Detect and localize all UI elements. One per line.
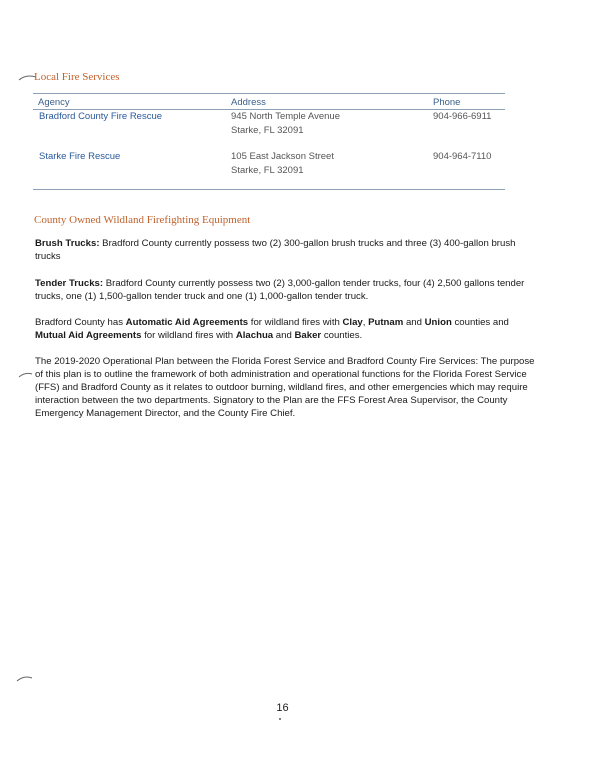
aid-text-2: for wildland fires with <box>248 317 343 328</box>
page-number-dot <box>279 718 281 720</box>
aid-text-6: for wildland fires with <box>141 330 236 341</box>
page-number: 16 <box>276 702 289 714</box>
row2-agency: Starke Fire Rescue <box>39 151 121 162</box>
table-bottom-rule <box>33 189 505 190</box>
brush-trucks-text: Bradford County currently possess two (2) 300-gallon brush trucks and three (3) 400-gallon brush trucks <box>35 238 516 262</box>
fire-services-table <box>33 93 505 191</box>
row1-address-line2: Starke, FL 32091 <box>231 125 304 136</box>
aid-bold-mutual: Mutual Aid Agreements <box>35 330 142 341</box>
tender-trucks-text: Bradford County currently possess two (2) 3,000-gallon tender trucks, four (4) 2,500 gallons tender trucks, one (1) 1,500-gallon tender truck and one (1) 1,000-gallon tender truck. <box>35 278 525 302</box>
aid-bold-union: Union <box>424 317 452 328</box>
aid-bold-clay: Clay <box>342 317 363 328</box>
aid-text-7: and <box>273 330 295 341</box>
aid-bold-alachua: Alachua <box>235 330 274 341</box>
col-header-agency: Agency <box>38 97 70 108</box>
aid-bold-baker: Baker <box>294 330 322 341</box>
aid-text-3: , <box>362 317 369 328</box>
scan-mark-bottom <box>16 673 34 683</box>
col-header-address: Address <box>231 97 266 108</box>
tender-trucks-label: Tender Trucks: <box>35 278 104 289</box>
table-top-rule <box>33 93 505 94</box>
aid-text-1: Bradford County has <box>35 317 126 328</box>
row2-address-line2: Starke, FL 32091 <box>231 165 304 176</box>
col-header-phone: Phone <box>433 97 461 108</box>
brush-trucks-label: Brush Trucks: <box>35 238 100 249</box>
row1-phone: 904-966-6911 <box>433 111 492 122</box>
aid-bold-automatic: Automatic Aid Agreements <box>125 317 249 328</box>
row1-agency: Bradford County Fire Rescue <box>39 111 163 122</box>
local-fire-services-heading: Local Fire Services <box>34 71 120 83</box>
aid-bold-putnam: Putnam <box>368 317 404 328</box>
equipment-heading: County Owned Wildland Firefighting Equipment <box>34 214 251 226</box>
operational-plan-paragraph: The 2019-2020 Operational Plan between the Florida Forest Service and Bradford County Fire Services: The purpose of this plan is to outline the framework of both administration and operational functions for the Florida Forest Service (FFS) and Bradford County as it relates to outdoor burning, wildland fires, and other emergencies which may require interaction between the two departments. Signatory to the Plan are the FFS Forest Area Supervisor, the County Emergency Management Director, and the County Fire Chief. <box>35 356 535 419</box>
row2-phone: 904-964-7110 <box>433 151 492 162</box>
brush-trucks-paragraph <box>35 237 535 263</box>
scan-mark-middle <box>18 370 34 380</box>
tender-trucks-paragraph <box>35 277 535 303</box>
aid-agreements-paragraph <box>35 316 535 342</box>
row2-address-line1: 105 East Jackson Street <box>231 151 334 162</box>
aid-text-4: and <box>403 317 425 328</box>
row1-address-line1: 945 North Temple Avenue <box>231 111 340 122</box>
aid-text-5: counties and <box>451 317 509 328</box>
aid-text-8: counties. <box>321 330 363 341</box>
